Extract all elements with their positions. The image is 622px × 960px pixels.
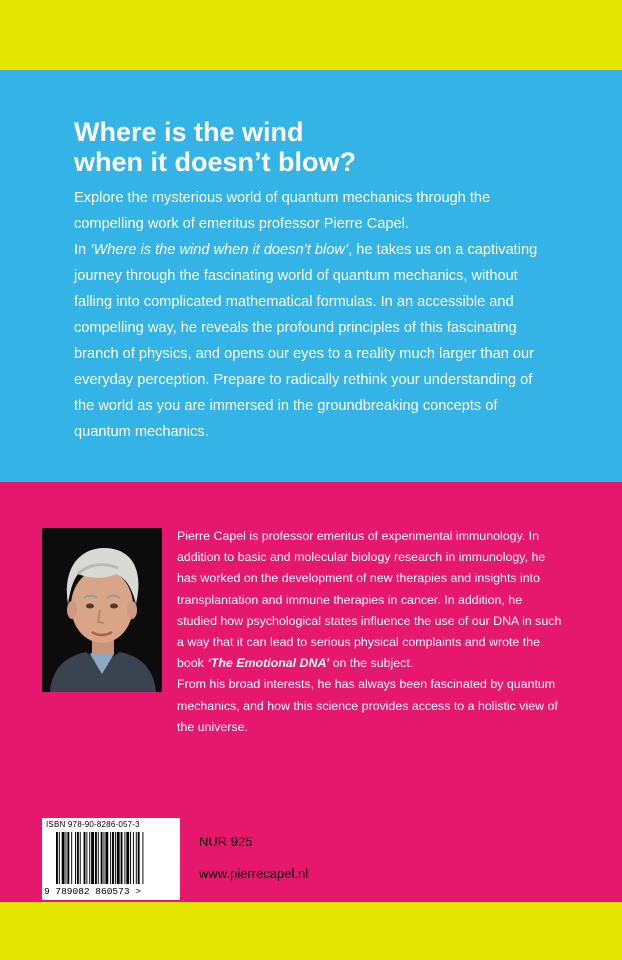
author-bio-part-3: From his broad interests, he has always been fascinated by quantum mechanics, and how this science provides access to a holistic view of the universe.: [177, 677, 558, 734]
blurb-body-prefix: In: [74, 242, 91, 258]
barcode-bar: [56, 832, 58, 884]
barcode-bar: [117, 832, 120, 884]
barcode-bar: [112, 832, 114, 884]
barcode-bar: [98, 832, 99, 884]
blurb-intro: Explore the mysterious world of quantum mechanics through the compelling work of emeritus professor Pierre Capel.: [74, 190, 491, 232]
barcode-bar: [121, 832, 123, 884]
author-bio-part-1: Pierre Capel is professor emeritus of experimental immunology. In addition to basic and molecular biology research in immunology, he has worked on the development of new therapies and insights into transplantation and immune therapies in cancer. In addition, he studied how psychological states influence the use of our DNA in such a way that it can lead to serious physical complaints and wrote the book: [177, 529, 562, 671]
barcode-bar: [105, 832, 108, 884]
website-link[interactable]: www.pierrecapel.nl: [199, 866, 309, 881]
barcode-bar: [71, 832, 72, 884]
author-book-reference: ‘The Emotional DNA’: [207, 656, 330, 671]
barcode-bar: [138, 832, 140, 884]
author-bio-part-2: on the subject.: [329, 656, 414, 671]
barcode-bar: [101, 832, 103, 884]
bottom-yellow-band: [0, 902, 622, 960]
barcode-bar: [75, 832, 76, 884]
book-title-line-2: when it doesn’t blow?: [74, 147, 356, 177]
barcode-bar: [86, 832, 87, 884]
barcode-bar: [95, 832, 97, 884]
author-photo: [42, 528, 162, 692]
barcode-bar: [91, 832, 94, 884]
barcode-bar: [115, 832, 116, 884]
barcode-bar: [84, 832, 86, 884]
barcode-bar: [104, 832, 105, 884]
barcode-bar: [66, 832, 67, 884]
nur-code: NUR 925: [199, 834, 253, 849]
isbn-number: ISBN 978-90-8286-057-3: [46, 820, 140, 829]
ean-digits: 9 789082 860573 >: [44, 886, 141, 897]
barcode-icon: [56, 832, 172, 884]
barcode-bar: [133, 832, 134, 884]
barcode-bar: [59, 832, 60, 884]
barcode-bar: [77, 832, 79, 884]
barcode-bar: [89, 832, 90, 884]
barcode-bar: [130, 832, 131, 884]
barcode-bar: [126, 832, 129, 884]
barcode-bar: [67, 832, 69, 884]
book-title-line-1: Where is the wind: [74, 117, 304, 147]
book-title: [74, 117, 514, 177]
isbn-barcode: [42, 818, 180, 900]
author-bio: [177, 526, 562, 738]
blurb-text: [74, 185, 544, 445]
blurb-book-title: ‘Where is the wind when it doesn’t blow’: [90, 242, 349, 258]
barcode-bar: [80, 832, 81, 884]
barcode-bar: [110, 832, 111, 884]
blurb-body: , he takes us on a captivating journey through the fascinating world of quantum mechanics, without falling into complicated mathematical formulas. In an accessible and compelling way, he reveals the profound principles of this fascinating branch of physics, and opens our eyes to a reality much larger than our everyday perception. Prepare to radically rethink your understanding of the world as you are immersed in the groundbreaking concepts of quantum mechanics.: [74, 242, 538, 440]
author-portrait-icon: [42, 528, 162, 692]
barcode-bar: [136, 832, 137, 884]
barcode-bar: [142, 832, 143, 884]
barcode-bar: [124, 832, 125, 884]
top-yellow-band: [0, 0, 622, 70]
barcode-bar: [62, 832, 65, 884]
